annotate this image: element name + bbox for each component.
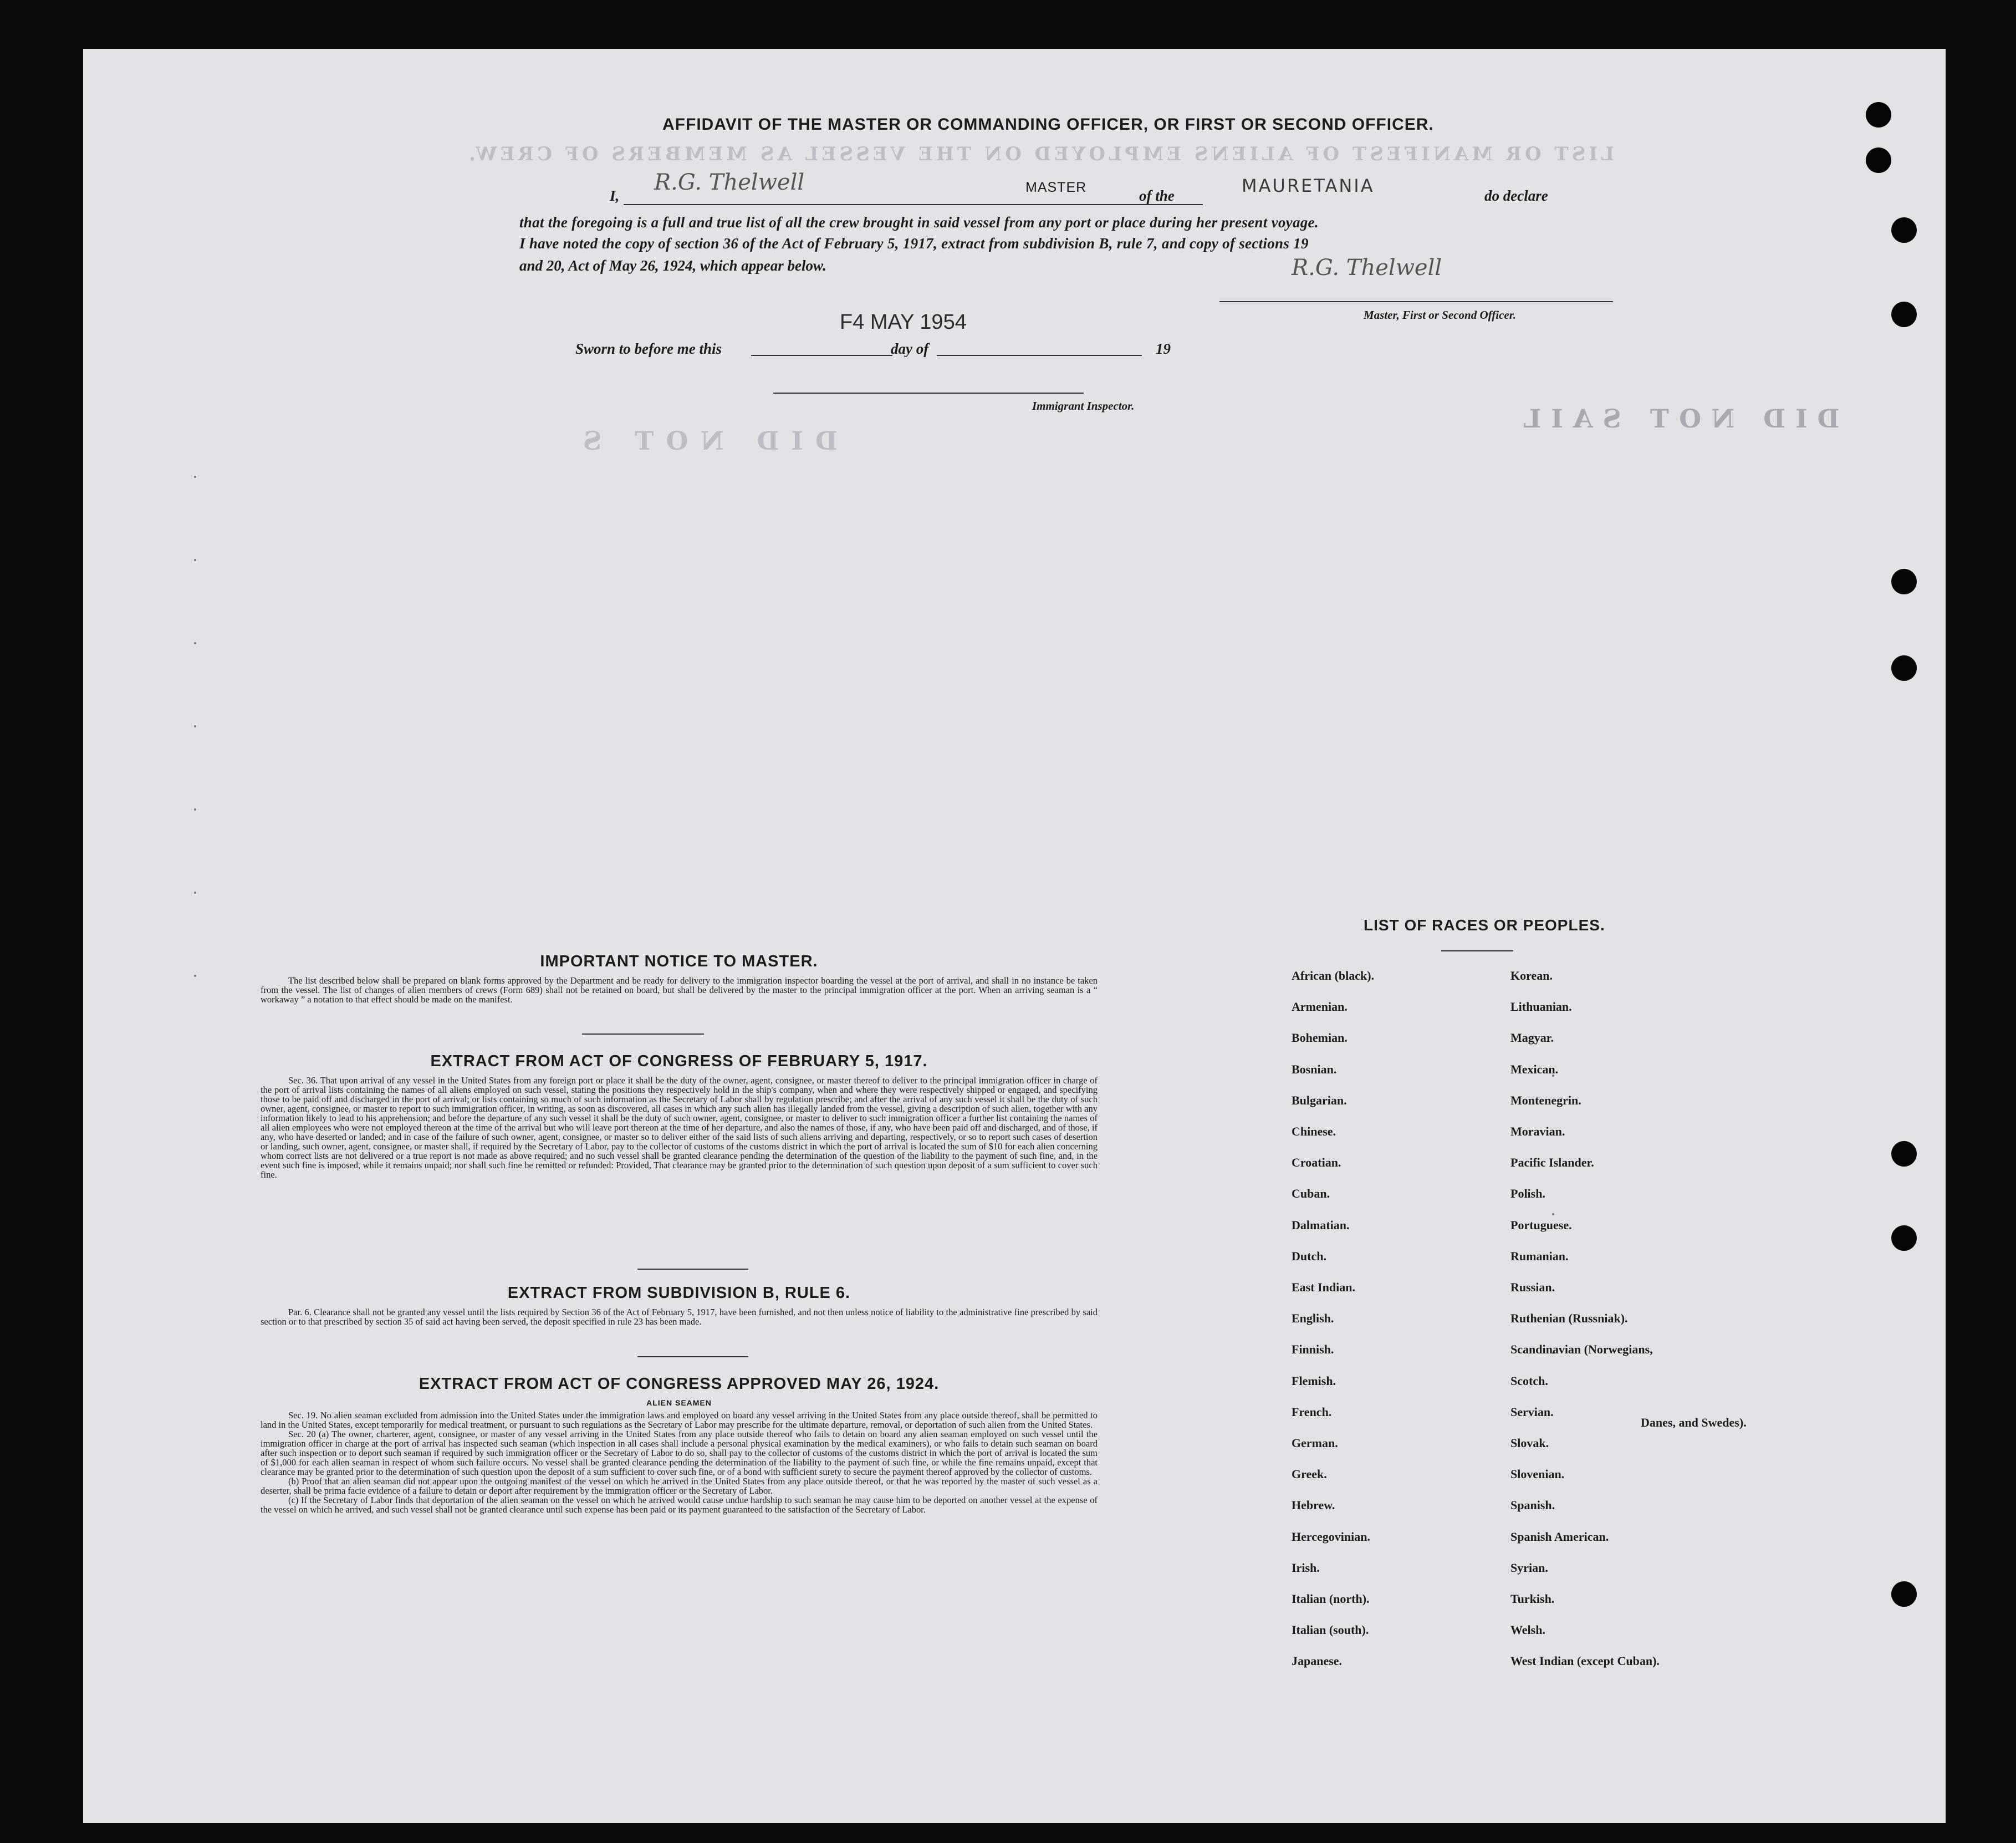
extract-rule6-text: Par. 6. Clearance shall not be granted any vessel until the lists required by Section 36 of the Act of February 5, 1917, have been furnished, and not then unless notice of liability to the administrative fine prescribed by said section or to that prescribed by section 35 of said act having been served, the deposit specified in rule 23 has been made. xyxy=(261,1307,1098,1327)
bleed-through-stamp-right: DID NOT SAIL xyxy=(1513,404,1840,434)
race-item: Scandinavian (Norwegians, xyxy=(1510,1342,1653,1357)
of-the-label: of the xyxy=(1139,187,1175,204)
race-item: Syrian. xyxy=(1510,1560,1548,1575)
race-item: Finnish. xyxy=(1292,1342,1334,1357)
declaration-line xyxy=(624,204,1203,205)
margin-dot xyxy=(1552,1213,1554,1215)
race-item: Chinese. xyxy=(1292,1124,1336,1138)
race-item: Cuban. xyxy=(1292,1187,1330,1201)
extract-1924-body xyxy=(261,1411,1098,1514)
extract-1924-sec20c: (c) If the Secretary of Labor finds that deportation of the alien seaman on the vessel on which he arrived would cause undue hardship to such seaman he may cause him to be deported on another vessel at the expense of the vessel on which he arrived, and such vessel shall not be granted clearance until such expense has been paid or its payment guaranteed to the satisfaction of the Secretary of Labor. xyxy=(261,1495,1098,1515)
margin-dot xyxy=(194,476,196,478)
race-continuation: Danes, and Swedes). xyxy=(1641,1416,1747,1429)
race-item: Italian (north). xyxy=(1292,1592,1370,1606)
extract-1924-title: EXTRACT FROM ACT OF CONGRESS APPROVED MAY 26, 1924. xyxy=(418,1375,940,1393)
punch-hole xyxy=(1891,569,1917,594)
race-item: French. xyxy=(1292,1404,1332,1419)
punch-hole xyxy=(1891,655,1917,681)
race-item: Lithuanian. xyxy=(1510,1000,1572,1014)
notice-title: IMPORTANT NOTICE TO MASTER. xyxy=(540,953,818,970)
margin-dot xyxy=(194,642,196,644)
punch-hole xyxy=(1866,102,1891,128)
extract-1917-body xyxy=(261,1076,1098,1179)
races-title: LIST OF RACES OR PEOPLES. xyxy=(1364,917,1605,934)
extract-1917-title: EXTRACT FROM ACT OF CONGRESS OF FEBRUARY 5, 1917. xyxy=(430,1052,928,1070)
year-label: 19 xyxy=(1156,340,1171,357)
race-item: East Indian. xyxy=(1292,1280,1355,1294)
margin-dot xyxy=(194,725,196,727)
do-declare-label: do declare xyxy=(1484,187,1548,204)
race-item: Croatian. xyxy=(1292,1155,1341,1170)
margin-dot xyxy=(194,808,196,811)
race-item: Russian. xyxy=(1510,1280,1555,1294)
inspector-signature-line xyxy=(773,393,1084,394)
sworn-month-line xyxy=(937,355,1142,356)
document-sheet xyxy=(83,49,1946,1823)
bleed-through-stamp-left: DID NOT S xyxy=(571,426,838,456)
race-item: Japanese. xyxy=(1292,1654,1343,1668)
race-item: Greek. xyxy=(1292,1467,1327,1481)
extract-rule6-body xyxy=(261,1307,1098,1326)
race-item: Moravian. xyxy=(1510,1124,1565,1138)
race-item: West Indian (except Cuban). xyxy=(1510,1654,1660,1668)
race-item: Magyar. xyxy=(1510,1031,1554,1045)
notice-text: The list described below shall be prepared on blank forms approved by the Department and be ready for delivery to the immigration inspector boarding the vessel at the port of arrival, and shall in no instance be taken from the vessel. The list of changes of alien members of crews (Form 689) shall not be retained on board, but shall be delivered by the master to the principal immigration officer at the port. When an arriving seaman is a “ workaway ” a notation to that effect should be made on the manifest. xyxy=(261,975,1098,1005)
race-item: Irish. xyxy=(1292,1560,1320,1575)
bleed-through-header: LIST OR MANIFEST OF ALIENS EMPLOYED ON THE VESSEL AS MEMBERS OF CREW. xyxy=(466,143,1615,165)
punch-hole xyxy=(1891,217,1917,243)
race-item: Slovenian. xyxy=(1510,1467,1565,1481)
extract-1917-text: Sec. 36. That upon arrival of any vessel in the United States from any foreign port or place it shall be the duty of the owner, agent, consignee, or master thereof to deliver to the principal immigration officer in charge of the port of arrival lists containing the names of all aliens employed on such vessel, stating the positions they respectively hold in the ship's company, when and where they were respectively shipped or engaged, and specifying those to be paid off and discharged in the port of arrival; or lists containing so much of such information as the Secretary of Labor shall by regulation prescribe; and after the arrival of any such vessel it shall be the duty of such owner, agent, consignee, or master to report to such immigration officer, in writing, as soon as discovered, all cases in which any such alien has illegally landed from the vessel, giving a description of such alien, together with any information likely to lead to his apprehension; and before the departure of any such vessel it shall be the duty of such owner, agent, consignee, or master to deliver to such immigration officer a further list containing the names of all alien employees who were not employed thereon at the time of the arrival but who will leave port thereon at the time of her departure, and also the names of those, if any, who have been paid off and discharged, and of those, if any, who have deserted or landed; and in case of the failure of such owner, agent, consignee, or master so to deliver either of the said lists of such aliens arriving and departing, respectively, or so to report such cases of desertion or landing, such owner, agent, consignee, or master shall, if required by the Secretary of Labor, pay to the collector of customs of the customs district in which the port of arrival is located the sum of $10 for each alien concerning whom correct lists are not delivered or a true report is not made as above required; and no such vessel shall be granted clearance pending the determination of the question of the liability to the payment of such fine, and, in the event such fine is imposed, while it remains unpaid; nor shall such fine be remitted or refunded: Provided, That clearance may be granted prior to the determination of such question upon deposit of a sum sufficient to cover such fine. xyxy=(261,1075,1098,1180)
race-item: English. xyxy=(1292,1311,1334,1326)
extract-rule6-title: EXTRACT FROM SUBDIVISION B, RULE 6. xyxy=(507,1284,851,1302)
day-of-label: day of xyxy=(891,340,929,357)
race-item: Montenegrin. xyxy=(1510,1093,1581,1107)
race-item: Mexican. xyxy=(1510,1062,1559,1076)
margin-dot xyxy=(194,975,196,977)
race-item: Rumanian. xyxy=(1510,1249,1569,1263)
race-item: Spanish. xyxy=(1510,1498,1555,1513)
rank-stamp: MASTER xyxy=(1025,180,1087,195)
extract-1924-sec19: Sec. 19. No alien seaman excluded from admission into the United States under the immigration laws and employed on board any vessel arriving in the United States from any place outside thereof, shall be permitted to land in the United States, except temporarily for medical treatment, or pursuant to such regulations as the Secretary of Labor may prescribe for the ultimate departure, removal, or deportation of such alien from the United States. xyxy=(261,1410,1098,1430)
race-item: Pacific Islander. xyxy=(1510,1155,1594,1170)
affidavit-line-2: that the foregoing is a full and true list of all the crew brought in said vessel from any port or place during her present voyage. xyxy=(519,214,1319,231)
race-item: Hercegovinian. xyxy=(1292,1529,1370,1544)
race-item: Portuguese. xyxy=(1510,1218,1572,1232)
race-item: Polish. xyxy=(1510,1187,1545,1201)
extract-1924-subtitle: ALIEN SEAMEN xyxy=(646,1398,712,1407)
race-item: Bosnian. xyxy=(1292,1062,1337,1076)
race-item: Bohemian. xyxy=(1292,1031,1348,1045)
notice-body xyxy=(261,976,1098,1004)
race-item: Bulgarian. xyxy=(1292,1093,1347,1107)
extract-1924-sec20b: (b) Proof that an alien seaman did not appear upon the outgoing manifest of the vessel on which he arrived in the United States from any place outside thereof, or that he was reported by the master of such vessel as a deserter, shall be prima facie evidence of a failure to detain or deport after requirement by the immigration officer or the Secretary of Labor. xyxy=(261,1476,1098,1496)
extract-1924-sec20a: Sec. 20 (a) The owner, charterer, agent, consignee, or master of any vessel arriving in the United States from any place outside thereof who fails to detain on board any alien seaman employed on such vessel until the immigration officer in charge at the port of arrival has inspected such seaman (which inspection in all cases shall include a personal physical examination by the medical examiners), or who fails to detain such seaman on board after such inspection or to deport such seaman if required by such immigration officer or the Secretary of Labor to do so, shall pay to the collector of customs of the customs district in which the port of arrival is located the sum of $1,000 for each alien seaman in respect of whom such failure occurs. No vessel shall be granted clearance pending the determination of the liability to the payment of such fine, or while the fine remains unpaid, except that clearance may be granted prior to the determination of such question upon the deposit of a sum sufficient to cover such fine, or of a bond with sufficient surety to secure the payment thereof approved by the collector of customs. xyxy=(261,1429,1098,1477)
race-item: Korean. xyxy=(1510,969,1553,982)
sworn-label: Sworn to before me this xyxy=(575,340,722,357)
punch-hole xyxy=(1866,147,1891,173)
race-item: Dutch. xyxy=(1292,1249,1326,1263)
master-signature: R.G. Thelwell xyxy=(654,170,805,195)
affidavit-line-3: I have noted the copy of section 36 of the Act of February 5, 1917, extract from subdivision B, rule 7, and copy of sections 19 xyxy=(519,235,1309,252)
race-item: Spanish American. xyxy=(1510,1529,1609,1544)
inspector-label: Immigrant Inspector. xyxy=(1032,399,1135,413)
race-item: Flemish. xyxy=(1292,1373,1336,1388)
race-item: African (black). xyxy=(1292,969,1375,982)
vessel-name: MAURETANIA xyxy=(1242,175,1375,196)
race-item: Scotch. xyxy=(1510,1373,1548,1388)
margin-dot xyxy=(194,892,196,894)
punch-hole xyxy=(1891,1225,1917,1251)
race-item: German. xyxy=(1292,1436,1338,1450)
punch-hole xyxy=(1891,302,1917,327)
punch-hole xyxy=(1891,1581,1917,1607)
race-item: Welsh. xyxy=(1510,1623,1545,1637)
section-divider xyxy=(582,1033,704,1035)
race-item: Italian (south). xyxy=(1292,1623,1369,1637)
officer-signature: R.G. Thelwell xyxy=(1292,255,1442,281)
date-stamp: F4 MAY 1954 xyxy=(840,310,967,334)
margin-dot xyxy=(194,559,196,561)
punch-hole xyxy=(1891,1141,1917,1167)
race-item: Servian. xyxy=(1510,1404,1554,1419)
officer-signature-label: Master, First or Second Officer. xyxy=(1364,308,1516,322)
affidavit-line-4: and 20, Act of May 26, 1924, which appear below. xyxy=(519,257,826,274)
race-item: Hebrew. xyxy=(1292,1498,1335,1513)
race-item: Turkish. xyxy=(1510,1592,1555,1606)
race-item: Ruthenian (Russniak). xyxy=(1510,1311,1628,1326)
races-title-underline xyxy=(1441,950,1513,951)
section-divider xyxy=(637,1356,748,1357)
affidavit-i-label: I, xyxy=(610,187,620,204)
sworn-day-line xyxy=(751,355,892,356)
affidavit-title: AFFIDAVIT OF THE MASTER OR COMMANDING OFFICER, OR FIRST OR SECOND OFFICER. xyxy=(662,115,1434,134)
race-item: Dalmatian. xyxy=(1292,1218,1350,1232)
officer-signature-line xyxy=(1219,301,1613,302)
race-item: Slovak. xyxy=(1510,1436,1549,1450)
section-divider xyxy=(637,1269,748,1270)
race-item: Armenian. xyxy=(1292,1000,1348,1014)
